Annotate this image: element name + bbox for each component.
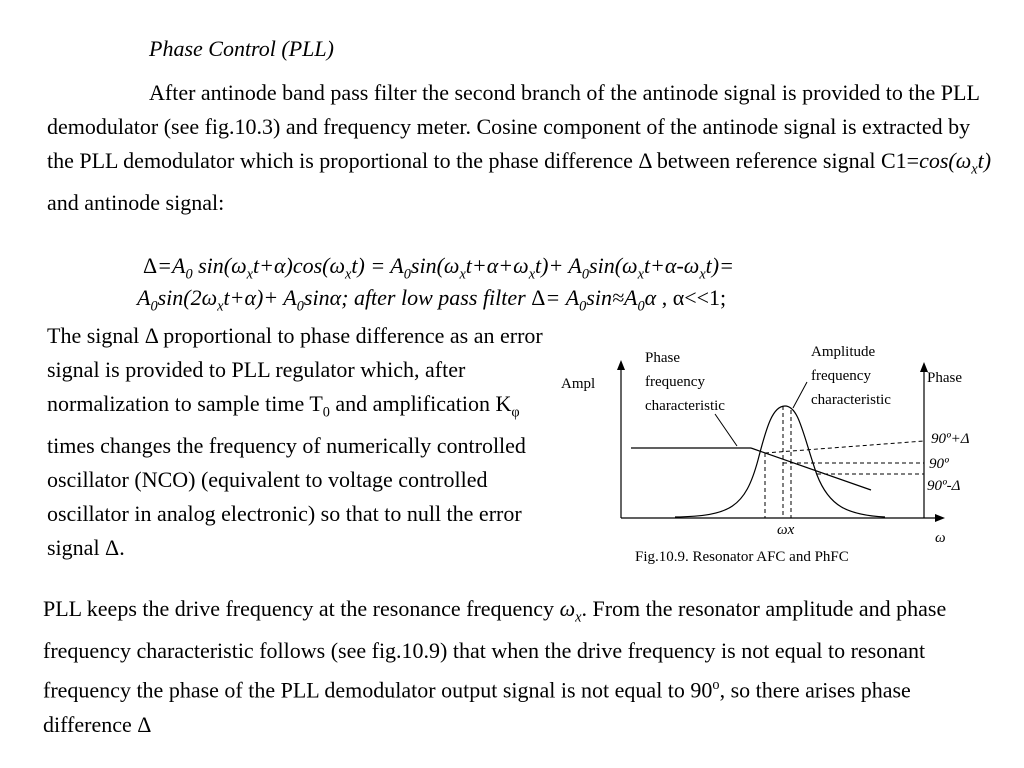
regulator-text-c: times changes the frequency of numerically controlled oscillator (NCO) (equivalent to voltage controlled oscillator in analog electronic) so that to null the error signal Δ. [47,433,526,561]
figure-caption: Fig.10.9. Resonator AFC and PhFC [635,549,849,565]
amp-char-leader [793,382,807,408]
bottom-text-c: , so there arises phase difference Δ [43,677,911,737]
amp-char-label-1: Amplitude [811,344,876,360]
label-90-minus-delta: 90º-Δ [927,478,961,494]
phase-char-label-2: frequency [645,374,705,390]
intro-text: After antinode band pass filter the second branch of the antinode signal is provided to the PLL demodulator (see fig.10.3) and frequency meter. Cosine component of the antinode signal is extracted by the PLL demodulator which is proportional to the phase difference Δ between reference signal C1= [47,80,980,173]
cos-term-end: t) [977,148,992,173]
label-90-plus-delta: 90º+Δ [931,431,970,447]
x-axis-arrow [935,514,945,522]
phase-char-label-3: characteristic [645,398,725,414]
slide-title: Phase Control (PLL) [149,36,334,61]
equation-line-2: $A_0\sin(2\omega_xt+\alpha)+ A_0\sin\alpha$; after low pass filter $\Delta= A_0\sin\approx A_0\alpha$ , α<<1; [137,285,727,315]
equation-line-1: $\Delta=A_0$ $\sin(\omega_xt+\alpha)\cos(\omega_xt) = A_0\sin(\omega_xt+\alpha+\omega_xt)+ A_0\sin(\omega_xt+\alpha-\omega_xt)=$ [143,253,734,283]
phase-curve-slope [751,448,871,490]
regulator-text-a: The signal Δ proportional to phase difference as an error signal is provided to PLL regulator which, after normalization to sample time T [47,323,543,416]
bottom-text-a: PLL keeps the drive frequency at the resonance frequency [43,596,560,621]
pll-regulator-paragraph [47,319,567,565]
phase-char-label-1: Phase [645,350,680,366]
dash-90-plus [765,441,924,453]
omega-x-label: ωx [777,522,795,538]
cos-term: cos(ω [919,148,972,173]
left-y-axis-arrow [617,360,625,370]
bottom-text-b: . From the resonator amplitude and phase frequency characteristic follows (see fig.10.9) that when the drive frequency is not equal to resonant frequency the phase of the PLL demodulator output signal is not equal to 90 [43,596,947,703]
degree-sup: o [712,677,720,694]
amp-char-label-3: characteristic [811,392,891,408]
omega-symbol: ω [559,596,576,621]
omega-axis-label: ω [935,530,946,546]
phase-axis-label: Phase [927,370,962,386]
label-90: 90º [929,456,949,472]
amp-char-label-2: frequency [811,368,871,384]
omega-subscript: x [575,609,582,626]
cos-subscript: x [971,161,978,178]
regulator-text-b: and amplification K [329,391,512,416]
amplitude-curve [675,406,885,517]
intro-text-end: and antinode signal: [47,190,225,216]
k-phi-subscript: φ [511,404,520,421]
phase-char-leader [715,414,737,446]
bottom-paragraph [43,592,1003,742]
t0-subscript: 0 [322,404,330,421]
ampl-axis-label: Ampl [561,376,596,392]
intro-paragraph [47,76,997,220]
resonator-afc-phfc-figure [555,330,970,570]
